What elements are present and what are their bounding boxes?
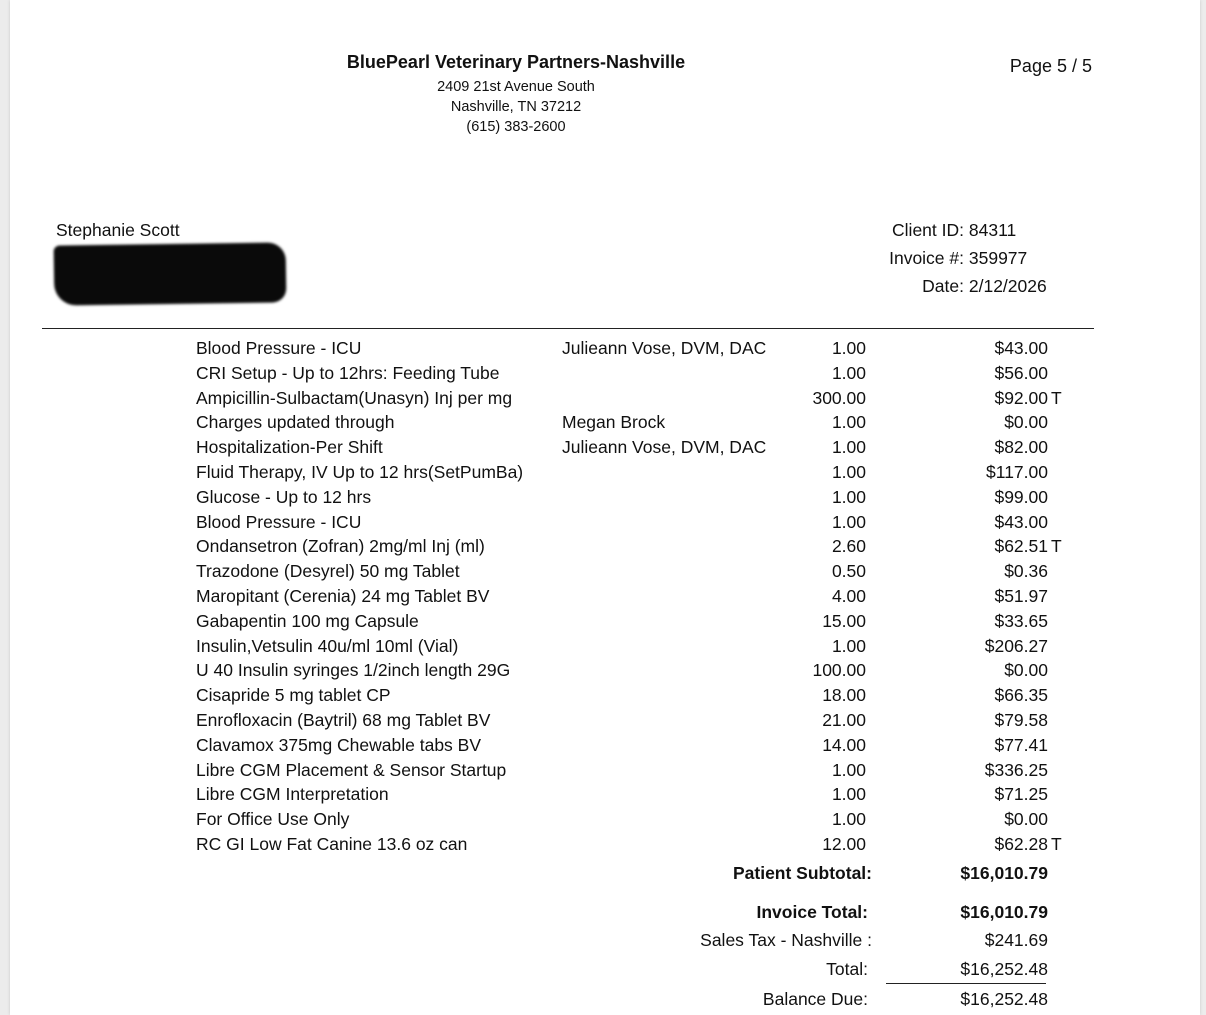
total-underline (886, 983, 1046, 984)
patient-subtotal-value: $16,010.79 (960, 863, 1048, 883)
line-item-quantity: 1.00 (831, 338, 866, 358)
line-item-quantity: 1.00 (831, 759, 866, 780)
line-item-quantity: 0.50 (831, 561, 866, 582)
client-name: Stephanie Scott (56, 220, 180, 240)
line-item-amount: $0.00 (1004, 809, 1048, 830)
line-item-row (10, 586, 1200, 610)
line-item-quantity: 21.00 (822, 710, 866, 730)
line-item-quantity: 1.00 (831, 486, 866, 507)
line-item-description: For Office Use Only (196, 809, 350, 830)
line-item-quantity: 100.00 (812, 660, 866, 681)
redaction-mark (54, 242, 287, 305)
line-item-amount: $0.00 (1004, 660, 1048, 681)
line-item-row (10, 363, 1200, 387)
client-id-value: 84311 (968, 220, 1017, 240)
line-item-amount: $43.00 (994, 338, 1048, 358)
hospital-name: BluePearl Veterinary Partners-Nashville (346, 52, 686, 72)
line-item-quantity: 4.00 (831, 586, 866, 606)
line-item-quantity: 2.60 (831, 536, 866, 557)
line-item-staff: Megan Brock (562, 412, 666, 433)
line-item-row (10, 338, 1200, 362)
line-item-row (10, 760, 1200, 784)
invoice-total-value: $16,010.79 (960, 902, 1048, 922)
line-item-amount: $71.25 (994, 784, 1048, 805)
header-divider (42, 328, 1094, 329)
line-item-quantity: 1.00 (831, 462, 866, 482)
line-item-row (10, 809, 1200, 833)
line-item-quantity: 1.00 (831, 412, 866, 433)
line-item-amount: $117.00 (986, 462, 1048, 482)
invoice-number-row (840, 248, 1027, 269)
line-item-row (10, 784, 1200, 808)
line-item-amount: $0.36 (1004, 561, 1048, 582)
line-item-row (10, 561, 1200, 585)
line-item-description: Libre CGM Placement & Sensor Startup (196, 759, 507, 780)
line-item-amount: $77.41 (994, 734, 1048, 755)
invoice-total-label: Invoice Total: (756, 902, 868, 922)
line-item-amount: $92.00 (994, 387, 1048, 408)
line-item-row (10, 512, 1200, 536)
line-item-row (10, 462, 1200, 486)
line-item-quantity: 1.00 (831, 511, 866, 532)
invoice-date-label: Date: (922, 276, 964, 296)
line-item-tax-flag: T (1051, 387, 1062, 408)
balance-due-label: Balance Due: (762, 989, 868, 1009)
line-item-description: RC GI Low Fat Canine 13.6 oz can (196, 834, 468, 854)
hospital-address-line2: Nashville, TN 37212 (450, 99, 582, 115)
line-item-row (10, 487, 1200, 511)
line-item-description: Glucose - Up to 12 hrs (196, 486, 372, 507)
line-item-amount: $0.00 (1004, 412, 1048, 433)
line-item-quantity: 1.00 (831, 437, 866, 458)
line-item-row (10, 437, 1200, 461)
line-item-amount: $62.28 (994, 834, 1048, 854)
line-item-description: Blood Pressure - ICU (196, 338, 362, 358)
line-item-amount: $66.35 (994, 685, 1048, 706)
line-item-quantity: 18.00 (822, 685, 866, 706)
line-item-amount: $336.25 (984, 759, 1048, 780)
total-label: Total: (826, 959, 868, 979)
line-item-description: Libre CGM Interpretation (196, 784, 389, 805)
line-item-quantity: 1.00 (831, 784, 866, 805)
line-item-quantity: 1.00 (831, 362, 866, 383)
sales-tax-value: $241.69 (984, 930, 1048, 950)
invoice-number-value: 359977 (968, 248, 1028, 268)
line-item-description: Maropitant (Cerenia) 24 mg Tablet BV (196, 586, 490, 606)
line-item-description: Cisapride 5 mg tablet CP (196, 685, 391, 706)
line-item-quantity: 15.00 (822, 610, 866, 631)
line-item-row (10, 388, 1200, 412)
client-id-label: Client ID: (892, 220, 964, 240)
line-item-quantity: 12.00 (822, 834, 866, 854)
line-item-amount: $79.58 (994, 710, 1048, 730)
line-item-description: Clavamox 375mg Chewable tabs BV (196, 734, 482, 755)
invoice-date-row (840, 276, 1047, 297)
invoice-page (10, 0, 1200, 1015)
line-item-amount: $33.65 (994, 610, 1048, 631)
line-item-amount: $43.00 (994, 511, 1048, 532)
line-item-description: Ondansetron (Zofran) 2mg/ml Inj (ml) (196, 536, 485, 557)
line-item-description: Enrofloxacin (Baytril) 68 mg Tablet BV (196, 710, 491, 730)
line-item-quantity: 1.00 (831, 635, 866, 656)
line-item-row (10, 834, 1200, 858)
line-item-description: Fluid Therapy, IV Up to 12 hrs(SetPumBa) (196, 462, 524, 482)
page-number: Page 5 / 5 (1009, 56, 1092, 76)
line-item-row (10, 636, 1200, 660)
line-item-quantity: 300.00 (812, 387, 866, 408)
line-item-quantity: 14.00 (822, 734, 866, 755)
line-item-amount: $56.00 (994, 362, 1048, 383)
hospital-phone: (615) 383-2600 (466, 119, 566, 135)
patient-subtotal-label: Patient Subtotal: (732, 863, 872, 883)
line-item-amount: $62.51 (994, 536, 1048, 557)
line-item-row (10, 412, 1200, 436)
line-item-amount: $99.00 (994, 486, 1048, 507)
line-item-amount: $206.27 (984, 635, 1048, 656)
line-item-description: Blood Pressure - ICU (196, 511, 362, 532)
line-item-quantity: 1.00 (831, 809, 866, 830)
client-id-row (840, 220, 1016, 241)
line-item-row (10, 685, 1200, 709)
line-item-row (10, 710, 1200, 734)
line-item-description: Ampicillin-Sulbactam(Unasyn) Inj per mg (196, 387, 513, 408)
line-item-staff: Julieann Vose, DVM, DAC (562, 437, 767, 458)
line-item-tax-flag: T (1051, 834, 1062, 854)
line-item-description: Insulin,Vetsulin 40u/ml 10ml (Vial) (196, 635, 459, 656)
total-value: $16,252.48 (960, 959, 1048, 979)
hospital-address-line1: 2409 21st Avenue South (437, 79, 595, 95)
line-item-staff: Julieann Vose, DVM, DAC (562, 338, 767, 358)
line-item-amount: $51.97 (994, 586, 1048, 606)
line-item-row (10, 660, 1200, 684)
invoice-date-value: 2/12/2026 (968, 276, 1047, 296)
line-item-row (10, 536, 1200, 560)
line-item-description: Hospitalization-Per Shift (196, 437, 383, 458)
line-item-description: Trazodone (Desyrel) 50 mg Tablet (196, 561, 460, 582)
sales-tax-label: Sales Tax - Nashville : (700, 930, 872, 950)
line-item-description: Gabapentin 100 mg Capsule (196, 610, 419, 631)
line-item-tax-flag: T (1051, 536, 1062, 557)
line-item-description: Charges updated through (196, 412, 395, 433)
line-item-row (10, 611, 1200, 635)
balance-due-value: $16,252.48 (960, 989, 1048, 1009)
line-item-amount: $82.00 (994, 437, 1048, 458)
invoice-number-label: Invoice #: (889, 248, 964, 268)
line-item-description: U 40 Insulin syringes 1/2inch length 29G (196, 660, 511, 681)
line-item-description: CRI Setup - Up to 12hrs: Feeding Tube (196, 362, 500, 383)
line-item-row (10, 735, 1200, 759)
